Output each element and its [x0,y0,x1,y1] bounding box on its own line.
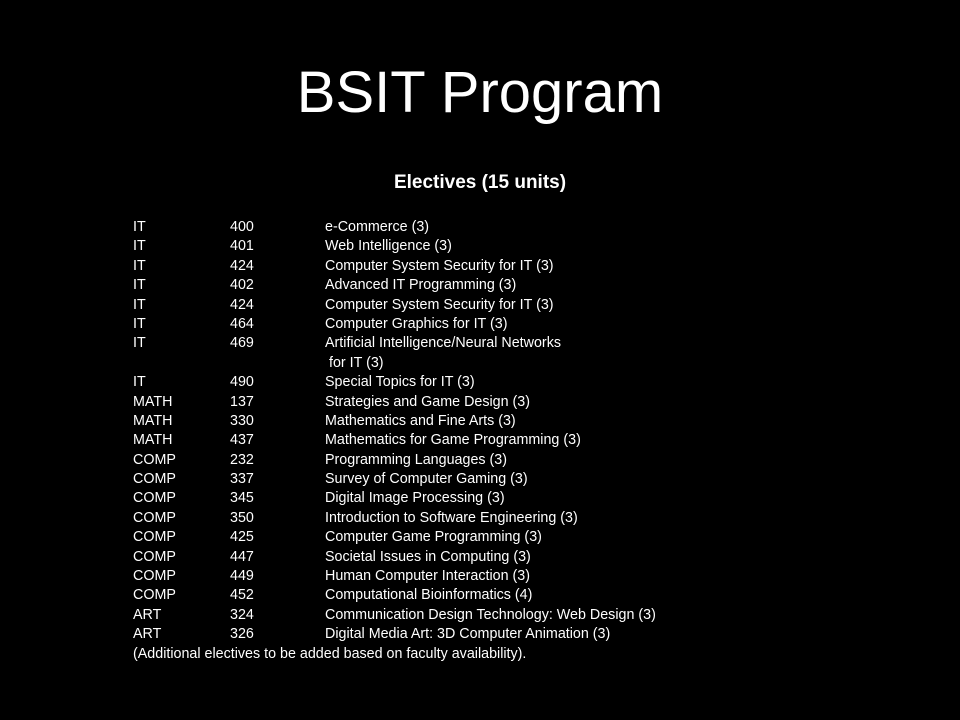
course-title-text: Communication Design Technology: Web Design (3) [325,606,656,623]
course-row [133,509,833,528]
course-row [133,373,833,392]
course-title [325,586,532,605]
course-dept: IT [133,296,146,313]
course-dept: IT [133,374,146,391]
course-dept: COMP [133,568,176,585]
course-row [133,412,833,431]
slide-title: BSIT Program [296,60,664,125]
course-rows [133,218,833,645]
course-dept: MATH [133,393,173,410]
course-title [325,334,561,373]
course-title-text: Digital Image Processing (3) [325,490,505,507]
course-row [133,567,833,586]
course-dept: COMP [133,587,176,604]
course-number: 452 [230,587,254,604]
course-row [133,451,833,470]
course-row [133,606,833,625]
course-title [325,548,531,567]
course-dept: IT [133,335,146,352]
course-title [325,237,452,256]
course-number: 400 [230,219,254,235]
course-title-text: Computer System Security for IT (3) [325,257,554,274]
footnote: (Additional electives to be added based on faculty availability). [133,645,527,662]
course-title-text: Special Topics for IT (3) [325,374,475,391]
course-number: 345 [230,490,254,507]
course-dept: ART [133,626,162,643]
course-number: 324 [230,606,254,623]
course-title-text: Strategies and Game Design (3) [325,393,531,410]
course-dept: COMP [133,471,176,488]
course-number: 425 [230,529,254,546]
course-row [133,334,833,373]
course-dept: COMP [133,529,176,546]
course-row [133,257,833,276]
course-number: 402 [230,277,254,294]
course-number: 326 [230,626,254,643]
course-title [325,431,581,450]
course-dept: IT [133,315,146,332]
course-row [133,625,833,644]
course-title-text: Introduction to Software Engineering (3) [325,509,578,526]
course-title-text: Web Intelligence (3) [325,238,452,255]
course-title-text: Computer Game Programming (3) [325,529,542,546]
course-row [133,489,833,508]
course-row [133,296,833,315]
course-dept: MATH [133,412,173,429]
course-title-text: Computer Graphics for IT (3) [325,315,508,332]
course-dept: ART [133,606,162,623]
course-row [133,315,833,334]
course-number: 464 [230,315,254,332]
course-row [133,393,833,412]
course-title-text: Digital Media Art: 3D Computer Animation (3) [325,626,611,643]
course-number: 490 [230,374,254,391]
course-number: 337 [230,471,254,488]
course-row [133,528,833,547]
course-title-text: Human Computer Interaction (3) [325,568,531,585]
course-number: 232 [230,451,254,468]
course-row [133,548,833,567]
course-row [133,237,833,256]
course-title-text: Mathematics for Game Programming (3) [325,432,581,449]
course-number: 424 [230,257,254,274]
course-title [325,606,656,625]
course-number: 447 [230,548,254,565]
course-title-text: Programming Languages (3) [325,451,507,468]
course-title-text: Societal Issues in Computing (3) [325,548,531,565]
course-row [133,218,833,237]
course-title [325,276,516,295]
course-dept: MATH [133,432,173,449]
course-row [133,470,833,489]
course-title-text: Computer System Security for IT (3) [325,296,554,313]
course-number: 424 [230,296,254,313]
course-number: 449 [230,568,254,585]
course-number: 350 [230,509,254,526]
course-number: 330 [230,412,254,429]
course-number: 137 [230,393,254,410]
course-title-text: Computational Bioinformatics (4) [325,587,533,604]
course-title [325,373,475,392]
course-dept: COMP [133,509,176,526]
course-title [325,451,507,470]
section-heading: Electives (15 units) [393,172,567,193]
course-title [325,509,578,528]
course-dept: COMP [133,548,176,565]
course-dept: COMP [133,451,176,468]
course-title [325,489,505,508]
course-row [133,431,833,450]
course-title-text: e-Commerce (3) [325,219,430,235]
course-title [325,625,610,644]
course-title-text: Mathematics and Fine Arts (3) [325,412,516,429]
course-title [325,412,516,431]
course-title-text: Advanced IT Programming (3) [325,277,517,294]
course-dept: IT [133,219,146,235]
course-title [325,393,530,412]
course-title-continuation: for IT (3) [329,354,384,371]
course-title [325,470,528,489]
course-title [325,315,507,334]
course-dept: IT [133,277,146,294]
course-dept: IT [133,257,146,274]
course-title [325,257,554,276]
course-dept: IT [133,238,146,255]
electives-list [133,218,833,664]
course-number: 401 [230,238,254,255]
course-title-text: Artificial Intelligence/Neural Networks [325,335,561,352]
course-number: 469 [230,335,254,352]
course-title [325,528,542,547]
course-title [325,296,554,315]
course-title [325,567,530,586]
course-number: 437 [230,432,254,449]
course-title [325,218,429,237]
course-title-text: Survey of Computer Gaming (3) [325,471,528,488]
course-row [133,276,833,295]
course-row [133,586,833,605]
course-dept: COMP [133,490,176,507]
